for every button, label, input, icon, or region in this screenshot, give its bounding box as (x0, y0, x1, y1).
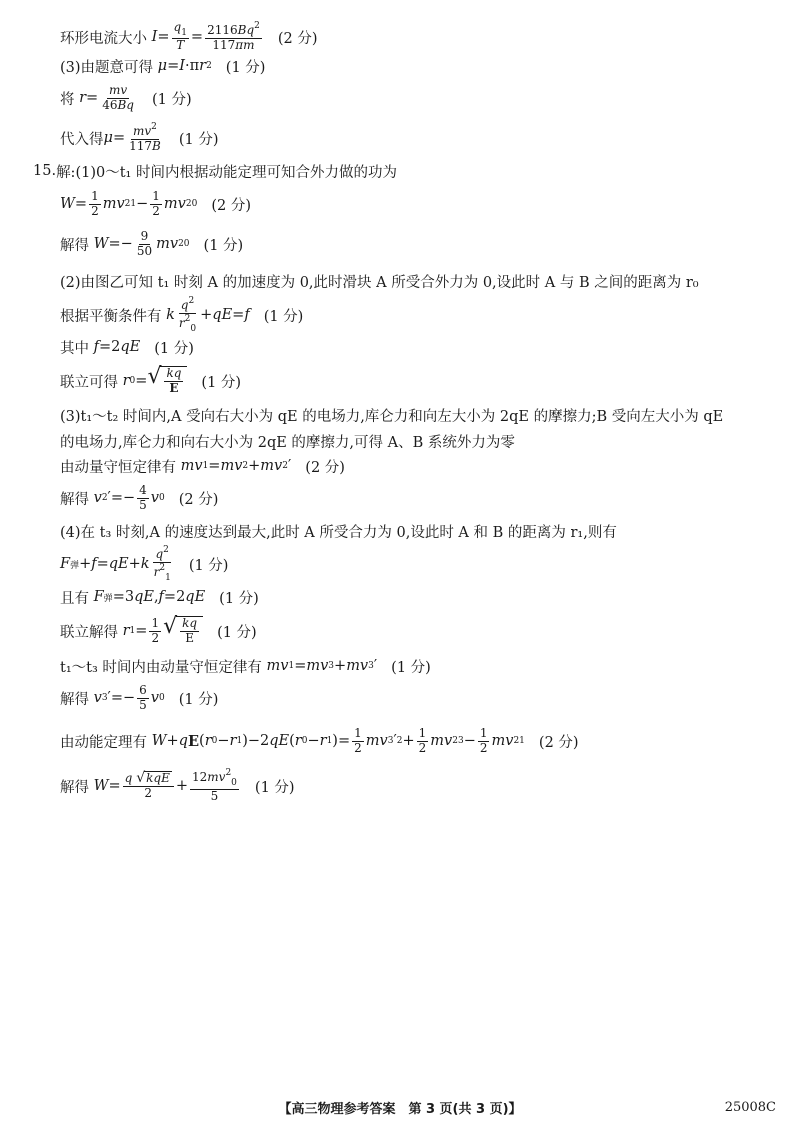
q15-balance2: F 弹 + f = qE + k $\frac{q^2}{r^2_1}$ (1 分) (60, 544, 229, 583)
q15-friction: 其中 f =2 qE (1 分) (60, 339, 194, 357)
q15-intro: 15. 解:(1)0～t₁ 时间内根据动能定理可知合外力做的功为 (33, 163, 397, 181)
page-footer: 【高三物理参考答案 第 3 页(共 3 页)】 (278, 1102, 522, 1117)
q15-part4: (4)在 t₃ 时刻,A 的速度达到最大,此时 A 所受合力为 0,设此时 A 和 B 的距离为 r₁,则有 (60, 524, 617, 541)
q15-momentum: 由动量守恒定律有 mv 1 = mv 2 + mv 2 ′ (2 分) (60, 458, 345, 476)
points: (2 分) (277, 30, 318, 47)
q15-part2: (2)由图乙可知 t₁ 时刻 A 的加速度为 0,此时滑块 A 所受合外力为 0,设此时 A 与 B 之间的距离为 r₀ (60, 274, 699, 291)
text: 环形电流大小 (60, 30, 147, 47)
q15-work-equation: W = $\frac{1}{2}$ mv 2 1 − $\frac{1}{2}$ mv 2 0 (2 分) (60, 188, 251, 218)
line-radius: 将 r = $\frac{mv}{46Bq}$ (1 分) (60, 82, 192, 112)
q15-balance: 根据平衡条件有 k $\frac{q^2}{r^2_0}$ + qE = f (1 分) (60, 295, 304, 334)
q15-part3-line2: 的电场力,库仑力和向右大小为 2qE 的摩擦力,可得 A、B 系统外力为零 (60, 434, 515, 451)
question-number: 15. (33, 163, 57, 179)
line-mu-result: 代入得 μ = $\frac{mv^2}{117B}$ (1 分) (60, 122, 219, 153)
q15-final: 解得 W = q √ kqE 2 + $\frac{12mv^2_0}{5}$ (1 分) (60, 768, 295, 803)
q15-energy: 由动能定理有 W + q E ( r 0 − r 1 )−2 qE ( r 0 − r 1 )= $\frac{1}{2}$ mv 3 ′ 2 + $\frac{1}{2}$ mv 2 3 − $\frac{1}{2}$ mv 2 1 (2 分) (60, 725, 579, 755)
q15-r1: 联立解得 r 1 = $\frac{1}{2}$ √ $\frac{kq}{E}$ (1 分) (60, 614, 257, 645)
q15-momentum2: t₁～t₃ 时间内由动量守恒定律有 mv 1 = mv 3 + mv 3 ′ (1 分) (60, 658, 431, 676)
q15-spring: 且有 F 弹 =3 qE , f =2 qE (1 分) (60, 589, 259, 607)
line-magnetic-moment: (3)由题意可得 μ = I ·π r 2 (1 分) (60, 58, 266, 76)
q15-part3-line1: (3)t₁～t₂ 时间内,A 受向右大小为 qE 的电场力,库仑力和向左大小为 2qE 的摩擦力;B 受向左大小为 qE (60, 408, 724, 425)
q15-v3: 解得 v 3 ′=− $\frac{6}{5}$ v 0 (1 分) (60, 682, 219, 712)
q15-r0: 联立可得 r 0 = √ $\frac{kq}{E}$ (1 分) (60, 364, 242, 395)
q15-work-result: 解得 W =− $\frac{9}{50}$ mv 2 0 (1 分) (60, 228, 244, 258)
document-code: 25008C (724, 1100, 776, 1115)
q15-v2: 解得 v 2 ′=− $\frac{4}{5}$ v 0 (2 分) (60, 482, 219, 512)
line-circular-current: 环形电流大小 I = $\frac{q_1}{T}$ = $\frac{2116Bq^2}{117\pi m}$ (2 分) (60, 19, 318, 53)
